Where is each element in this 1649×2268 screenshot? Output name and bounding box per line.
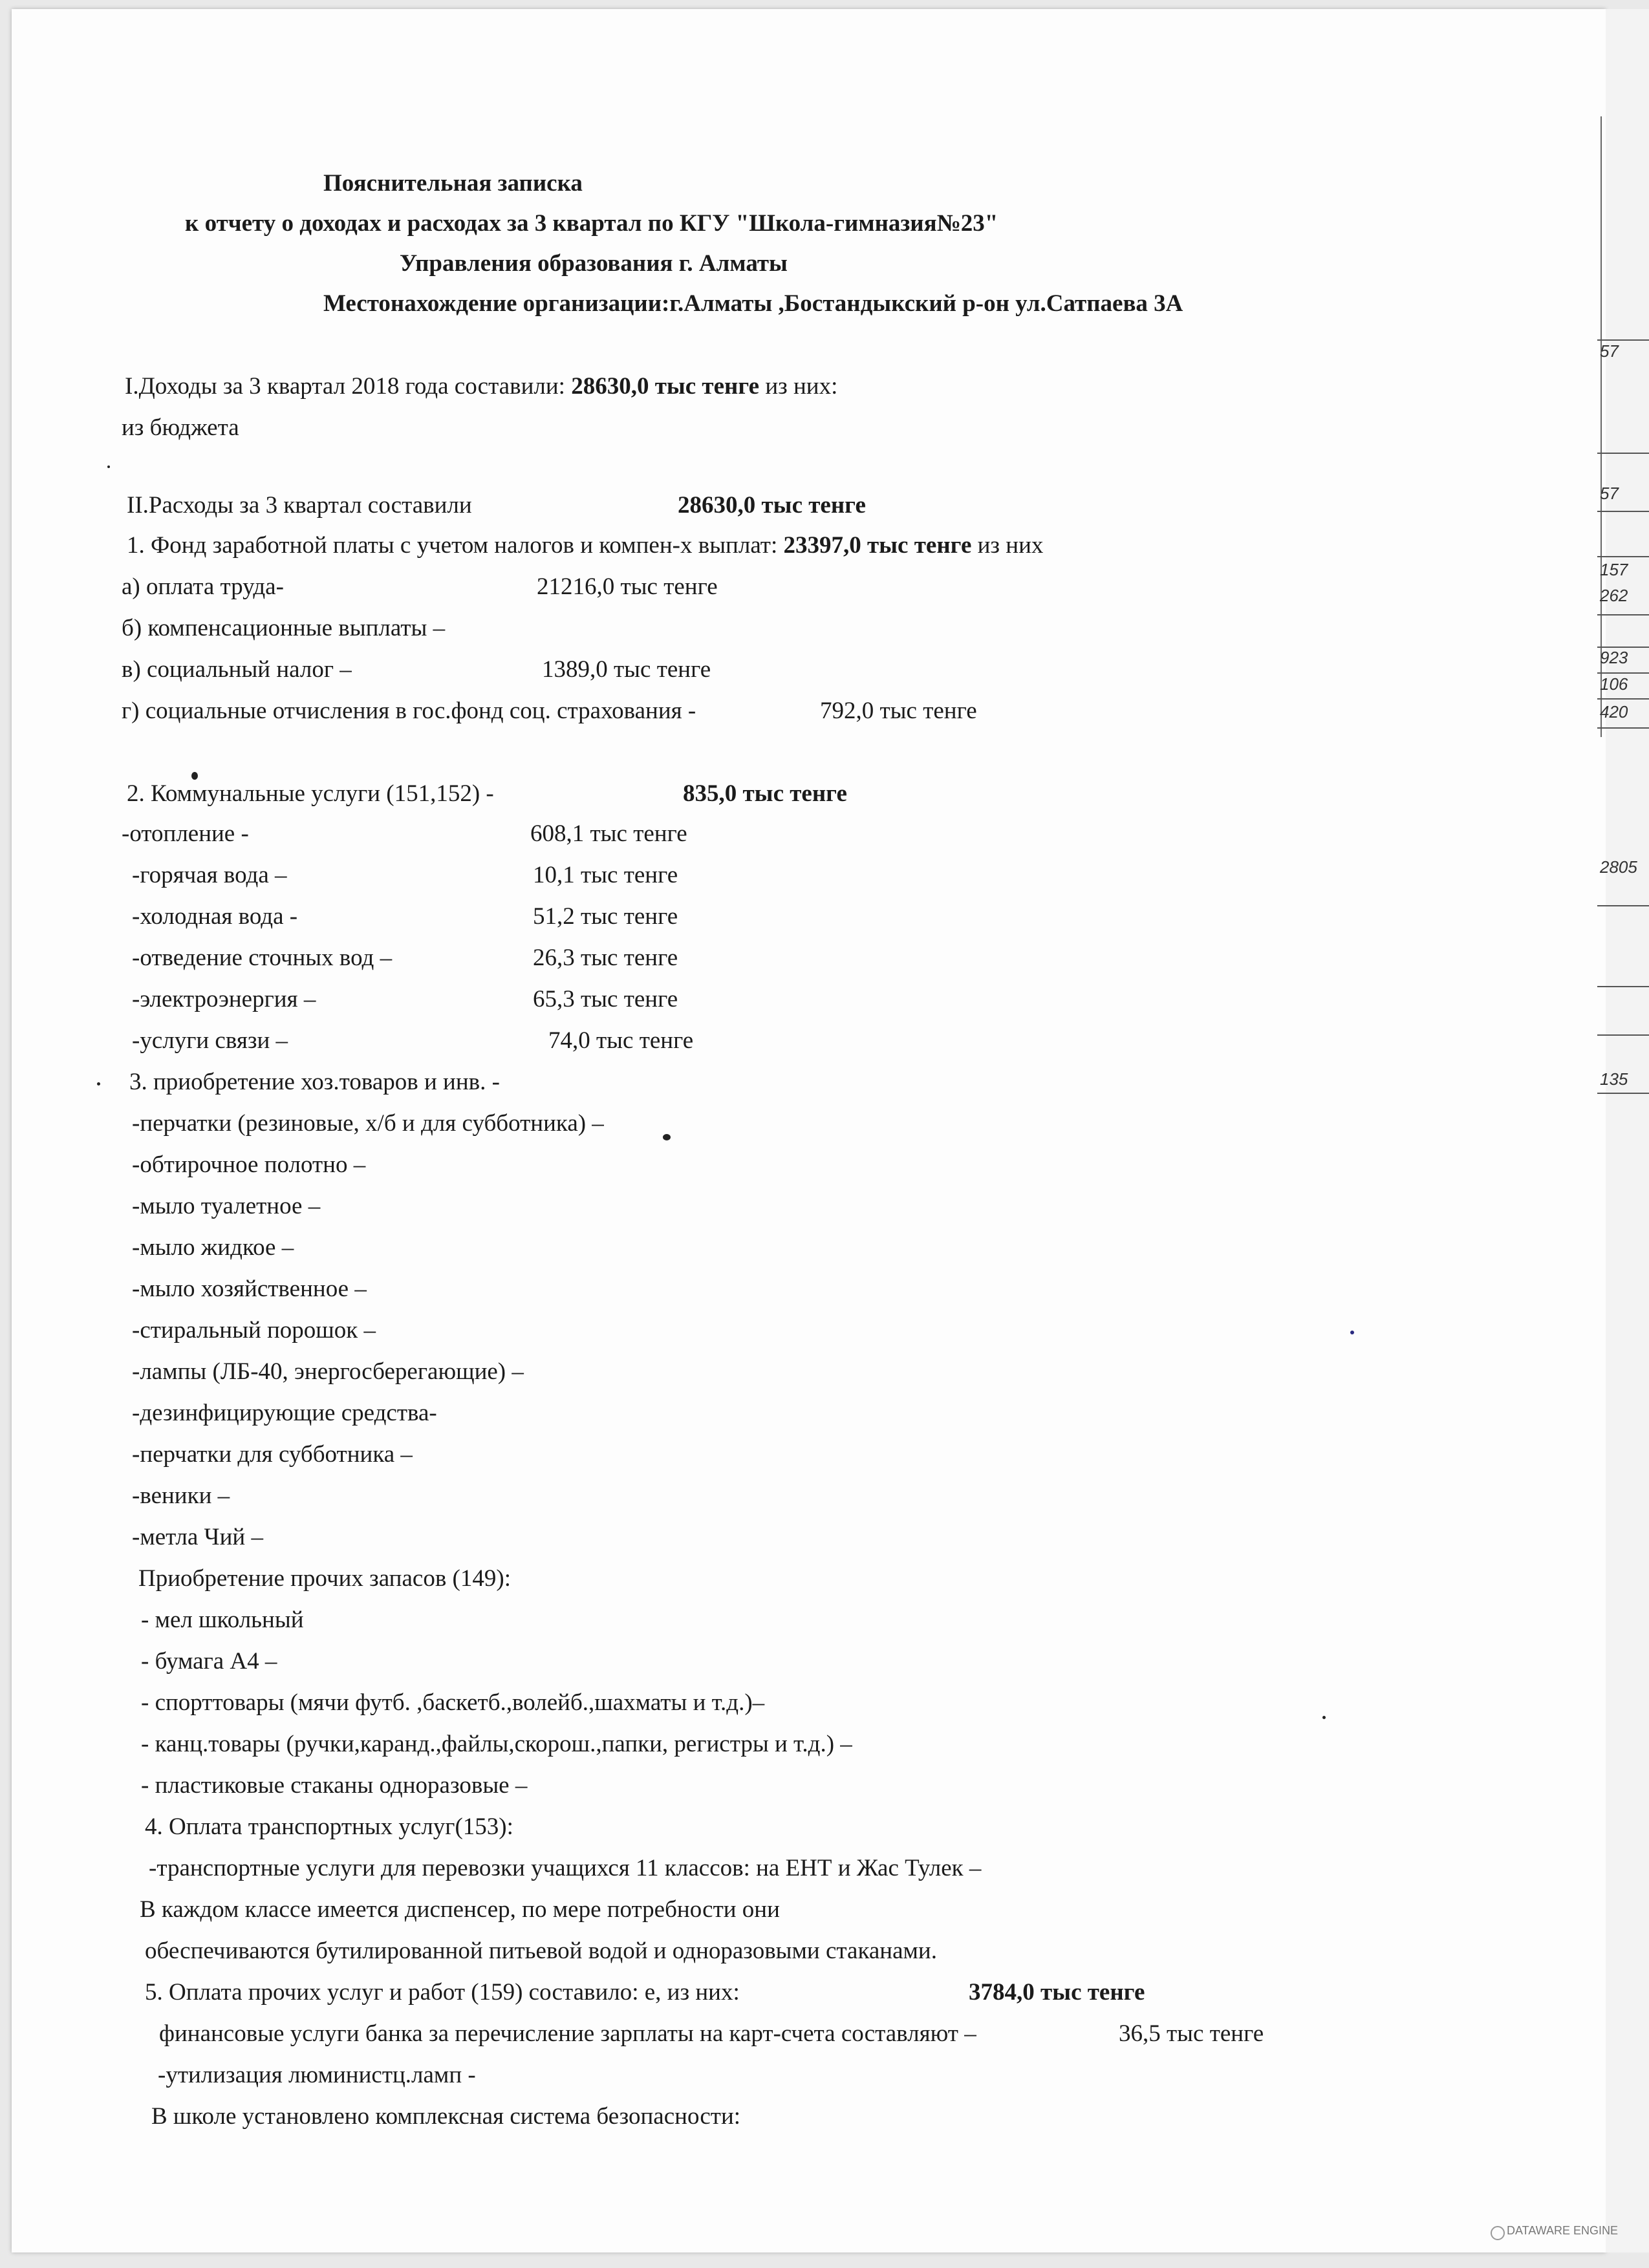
utility-value: 608,1 тыс тенге — [530, 820, 687, 847]
household-item: -веники – — [132, 1482, 230, 1509]
edge-number: 57 — [1600, 484, 1619, 503]
edge-number: 157 — [1600, 560, 1628, 579]
utility-value: 74,0 тыс тенге — [548, 1027, 694, 1054]
scan-speck — [1350, 1331, 1354, 1334]
payroll-item-value: 21216,0 тыс тенге — [537, 573, 718, 600]
security-note: В школе установлено комплексная система безопасности: — [151, 2103, 741, 2130]
household-item: -обтирочное полотно – — [132, 1151, 366, 1178]
utility-label: -услуги связи – — [132, 1027, 288, 1054]
adjacent-table-rule — [1597, 905, 1649, 906]
scan-speck — [1322, 1716, 1326, 1719]
expenses-total: 28630,0 тыс тенге — [678, 492, 866, 519]
adjacent-table-rule — [1597, 339, 1649, 341]
utility-value: 65,3 тыс тенге — [533, 986, 678, 1012]
edge-number: 262 — [1600, 586, 1628, 605]
edge-number: 57 — [1600, 341, 1619, 361]
other-stock-item: - пластиковые стаканы одноразовые – — [141, 1772, 528, 1799]
transport-note: В каждом классе имеется диспенсер, по мере потребности они — [140, 1896, 780, 1923]
income-label: I.Доходы за 3 квартал 2018 года составили: — [125, 373, 565, 400]
household-item: -лампы (ЛБ-40, энергосберегающие) – — [132, 1358, 524, 1385]
scan-speck — [107, 465, 110, 468]
household-item: -мыло жидкое – — [132, 1234, 294, 1261]
income-amount: 28630,0 тыс тенге — [571, 373, 760, 400]
document-page — [12, 9, 1606, 2252]
household-item: -мыло хозяйственное – — [132, 1276, 367, 1302]
household-item: -метла Чий – — [132, 1524, 263, 1550]
lamp-disposal: -утилизация люминистц.ламп - — [158, 2062, 476, 2088]
utility-label: -отведение сточных вод – — [132, 945, 393, 971]
doc-subtitle: к отчету о доходах и расходах за 3 квартал по КГУ "Школа-гимназия№23" — [185, 210, 998, 237]
income-source: из бюджета — [122, 414, 239, 441]
watermark-text: DATAWARE ENGINE — [1507, 2224, 1619, 2237]
utilities-amount: 835,0 тыс тенге — [683, 780, 847, 807]
household-item: -перчатки для субботника – — [132, 1441, 413, 1468]
transport-note: обеспечиваются бутилированной питьевой водой и одноразовыми стаканами. — [145, 1938, 937, 1964]
adjacent-table-rule — [1597, 453, 1649, 454]
payroll-label: 1. Фонд заработной платы с учетом налогов и компен-х выплат: — [127, 532, 778, 559]
other-services-amount: 3784,0 тыс тенге — [969, 1979, 1145, 2006]
household-item: -дезинфицирующие средства- — [132, 1400, 437, 1426]
other-services-title: 5. Оплата прочих услуг и работ (159) составило: е, из них: — [145, 1979, 740, 2006]
income-suffix: из них: — [765, 373, 838, 400]
household-item: -мыло туалетное – — [132, 1193, 321, 1219]
scan-speck — [663, 1134, 671, 1140]
transport-item: -транспортные услуги для перевозки учащихся 11 классов: на ЕНТ и Жас Тулек – — [149, 1855, 982, 1881]
payroll-item-label: б) компенсационные выплаты – — [122, 615, 446, 641]
watermark-icon — [1491, 2226, 1505, 2240]
edge-number: 135 — [1600, 1069, 1628, 1089]
payroll-item-label: г) социальные отчисления в гос.фонд соц. страхования - — [122, 698, 696, 724]
scan-speck — [191, 772, 198, 780]
other-stock-item: - мел школьный — [141, 1607, 304, 1633]
payroll-item-value: 792,0 тыс тенге — [820, 698, 977, 724]
payroll-line — [127, 531, 1043, 560]
utility-value: 51,2 тыс тенге — [533, 903, 678, 930]
bank-fees-label: финансовые услуги банка за перечисление зарплаты на карт-счета составляют – — [159, 2020, 976, 2047]
other-stock-title: Приобретение прочих запасов (149): — [138, 1565, 511, 1592]
edge-number: 2805 — [1600, 857, 1637, 877]
utility-label: -горячая вода – — [132, 862, 287, 888]
household-item: -перчатки (резиновые, х/б и для субботника) – — [132, 1110, 604, 1137]
adjacent-table-rule — [1597, 614, 1649, 615]
utility-value: 10,1 тыс тенге — [533, 862, 678, 888]
adjacent-table-rule — [1597, 1034, 1649, 1036]
other-stock-item: - бумага А4 – — [141, 1648, 277, 1674]
edge-number: 923 — [1600, 648, 1628, 667]
edge-number: 106 — [1600, 674, 1628, 694]
scan-speck — [97, 1082, 100, 1086]
payroll-item-value: 1389,0 тыс тенге — [542, 656, 711, 683]
adjacent-table-rule — [1597, 672, 1649, 674]
transport-title: 4. Оплата транспортных услуг(153): — [145, 1813, 513, 1840]
utilities-title: 2. Коммунальные услуги (151,152) - — [127, 780, 494, 807]
doc-organization: Управления образования г. Алматы — [400, 250, 788, 277]
adjacent-table-rule — [1597, 986, 1649, 987]
payroll-amount: 23397,0 тыс тенге — [783, 532, 972, 559]
adjacent-table-rule — [1597, 698, 1649, 700]
other-stock-item: - спорттовары (мячи футб. ,баскетб.,волейб.,шахматы и т.д.)– — [141, 1689, 765, 1716]
utility-label: -отопление - — [122, 820, 249, 847]
bank-fees-value: 36,5 тыс тенге — [1119, 2020, 1264, 2047]
utility-label: -холодная вода - — [132, 903, 298, 930]
payroll-item-label: в) социальный налог – — [122, 656, 352, 683]
household-item: -стиральный порошок – — [132, 1317, 376, 1343]
adjacent-table-rule — [1597, 511, 1649, 512]
utility-label: -электроэнергия – — [132, 986, 316, 1012]
utility-value: 26,3 тыс тенге — [533, 945, 678, 971]
other-stock-item: - канц.товары (ручки,каранд.,файлы,скорош.,папки, регистры и т.д.) – — [141, 1731, 852, 1757]
household-title: 3. приобретение хоз.товаров и инв. - — [129, 1069, 500, 1095]
adjacent-table-rule — [1597, 556, 1649, 557]
doc-location: Местонахождение организации:г.Алматы ,Бостандыкский р-он ул.Сатпаева 3А — [323, 290, 1183, 317]
adjacent-table-rule — [1597, 727, 1649, 729]
income-line — [125, 372, 837, 401]
adjacent-table-rule — [1597, 1093, 1649, 1094]
payroll-item-label: а) оплата труда- — [122, 573, 284, 600]
adjacent-table-border — [1600, 116, 1602, 737]
payroll-suffix: из них — [977, 532, 1044, 559]
edge-number: 420 — [1600, 702, 1628, 722]
expenses-title: II.Расходы за 3 квартал составили — [127, 492, 472, 519]
doc-title: Пояснительная записка — [323, 170, 583, 197]
